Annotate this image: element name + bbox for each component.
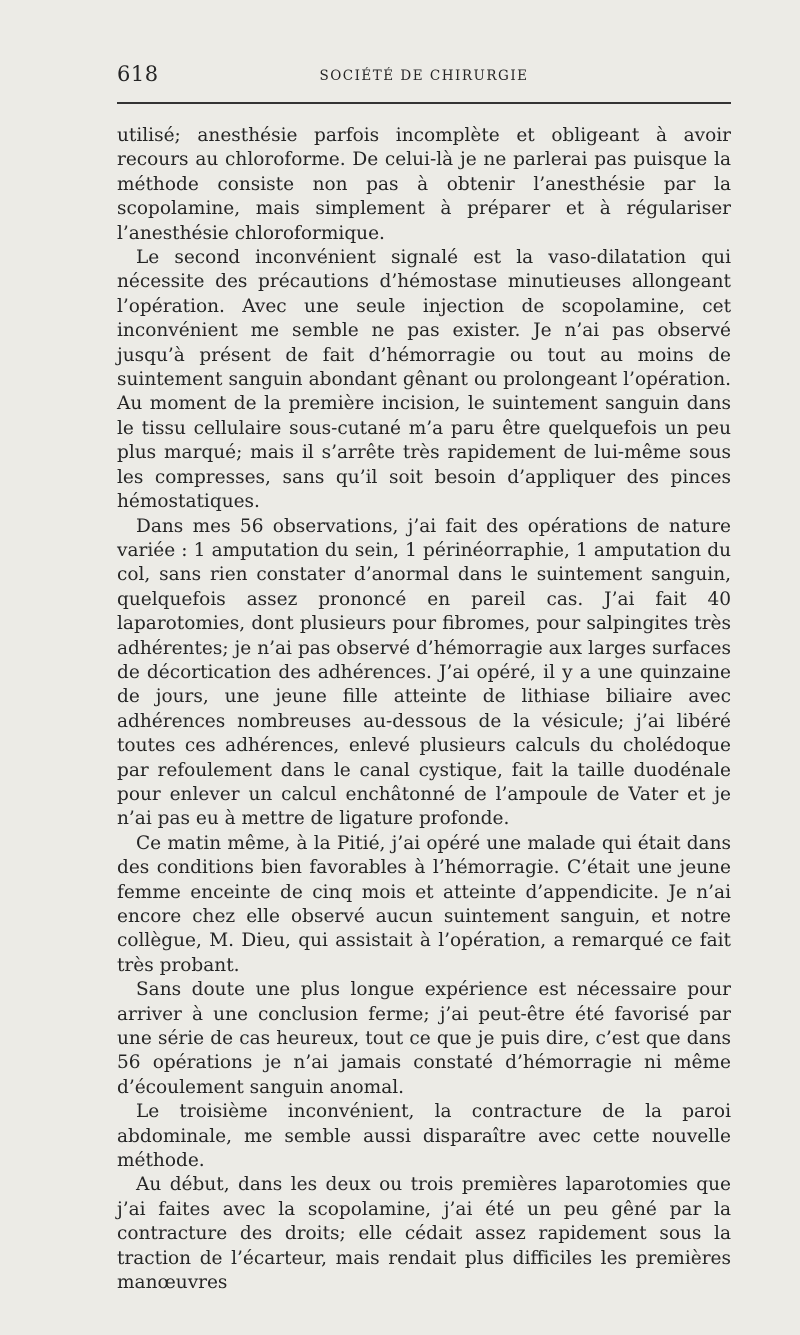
paragraph: Ce matin même, à la Pitié, j’ai opéré une malade qui était dans des conditions bien favorables à l’hémorragie. C’était une jeune femme enceinte de cinq mois et atteinte d’appendicite. Je n’ai encore chez elle observé aucun suintement sanguin, et notre collègue, M. Dieu, qui assistait à l’opération, a remarqué ce fait très probant. bbox=[117, 832, 731, 976]
body-text bbox=[117, 124, 731, 1296]
paragraph: utilisé; anesthésie parfois incomplète et obligeant à avoir recours au chloroforme. De celui-là je ne parlerai pas puisque la méthode consiste non pas à obtenir l’anesthésie par la scopolamine, mais simplement à préparer et à régulariser l’anesthésie chloroformique. bbox=[117, 125, 731, 244]
page-number: 618 bbox=[117, 62, 159, 86]
page-header bbox=[117, 62, 731, 96]
running-title: SOCIÉTÉ DE CHIRURGIE bbox=[319, 68, 529, 84]
paragraph: Au début, dans les deux ou trois premières laparotomies que j’ai faites avec la scopolamine, j’ai été un peu gêné par la contracture des droits; elle cédait assez rapidement sous la traction de l’écarteur, mais rendait plus difficiles les premières manœuvres bbox=[117, 1174, 731, 1294]
paragraph: Dans mes 56 observations, j’ai fait des opérations de nature variée : 1 amputation du sein, 1 périnéorraphie, 1 amputation du col, sans rien constater d’anormal dans le suintement sanguin, quelquefois assez prononcé en pareil cas. J’ai fait 40 laparotomies, dont plusieurs pour fibromes, pour salpingites très adhérentes; je n’ai pas observé d’hémorragie aux larges surfaces de décortication des adhérences. J’ai opéré, il y a une quinzaine de jours, une jeune fille atteinte de lithiase biliaire avec adhérences nombreuses au-dessous de la vésicule; j’ai libéré toutes ces adhérences, enlevé plusieurs calculs du cholédoque par refoulement dans le canal cystique, fait la taille duodénale pour enlever un calcul enchâtonné de l’ampoule de Vater et je n’ai pas eu à mettre de ligature profonde. bbox=[117, 515, 731, 830]
paragraph: Sans doute une plus longue expérience est nécessaire pour arriver à une conclusion ferme; j’ai peut-être été favorisé par une série de cas heureux, tout ce que je puis dire, c’est que dans 56 opérations je n’ai jamais constaté d’hémorragie ni même d’écoulement sanguin anomal. bbox=[117, 979, 731, 1098]
paragraph: Le troisième inconvénient, la contracture de la paroi abdominale, me semble aussi disparaître avec cette nouvelle méthode. bbox=[117, 1101, 731, 1172]
paragraph: Le second inconvénient signalé est la vaso-dilatation qui nécessite des précautions d’hémostase minutieuses allongeant l’opération. Avec une seule injection de scopolamine, cet inconvénient me semble ne pas exister. Je n’ai pas observé jusqu’à présent de fait d’hémorragie ou tout au moins de suintement sanguin abondant gênant ou prolongeant l’opération. Au moment de la première incision, le suintement sanguin dans le tissu cellulaire sous-cutané m’a paru être quelquefois un peu plus marqué; mais il s’arrête très rapidement de lui-même sous les compresses, sans qu’il soit besoin d’appliquer des pinces hémostatiques. bbox=[117, 247, 731, 513]
header-rule bbox=[117, 102, 731, 104]
